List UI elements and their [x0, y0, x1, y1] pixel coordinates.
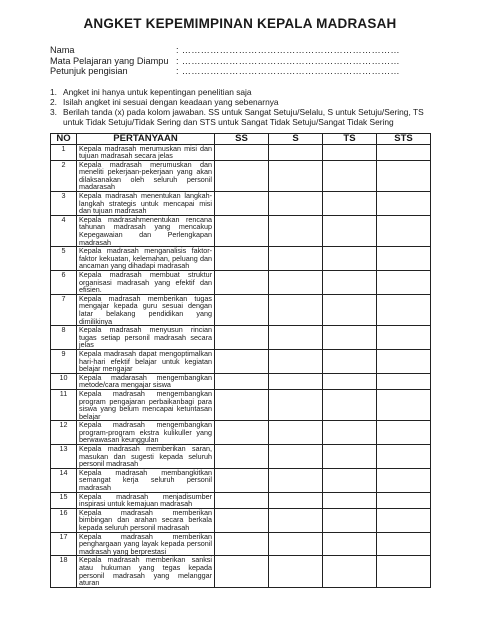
question-number: 4: [51, 215, 77, 246]
answer-cell-ss[interactable]: [215, 215, 269, 246]
question-text: Kepala madrasah mengembangkan program pengajaran perbaikanbagi para siswa yang belum mencapai ketuntasan belajar: [77, 389, 215, 420]
meta-fill-line: : ……………………………………………………………: [176, 55, 400, 66]
question-text: Kepala madrasah merumuskan misi dan tujuan madrasah secara jelas: [77, 144, 215, 160]
instruction-number: 3.: [50, 106, 57, 117]
answer-cell-ts[interactable]: [323, 349, 377, 373]
instruction-item: [50, 107, 430, 127]
answer-cell-sts[interactable]: [377, 160, 431, 191]
table-row: [51, 556, 431, 587]
answer-cell-ts[interactable]: [323, 247, 377, 271]
answer-cell-s[interactable]: [269, 492, 323, 508]
answer-cell-s[interactable]: [269, 532, 323, 556]
table-row: [51, 445, 431, 469]
answer-cell-sts[interactable]: [377, 468, 431, 492]
question-number: 14: [51, 468, 77, 492]
answer-cell-s[interactable]: [269, 373, 323, 389]
question-text: Kepala madrasah menjadisumber inspirasi untuk kemajuan madrasah: [77, 492, 215, 508]
meta-row-name: [50, 45, 430, 56]
question-number: 18: [51, 556, 77, 587]
answer-cell-ts[interactable]: [323, 389, 377, 420]
table-row: [51, 294, 431, 325]
question-number: 12: [51, 421, 77, 445]
meta-fill-line: : ……………………………………………………………: [176, 66, 400, 76]
answer-cell-sts[interactable]: [377, 445, 431, 469]
question-number: 10: [51, 373, 77, 389]
question-number: 17: [51, 532, 77, 556]
answer-cell-sts[interactable]: [377, 294, 431, 325]
meta-row-instructions: [50, 66, 430, 77]
answer-cell-ts[interactable]: [323, 445, 377, 469]
meta-label: Mata Pelajaran yang Diampu: [50, 55, 169, 66]
table-row: [51, 468, 431, 492]
table-row: [51, 215, 431, 246]
question-text: Kepala madrasah mengembangkan program-program ekstra kulikuller yang berwawasan keunggulan: [77, 421, 215, 445]
header-ss: SS: [215, 133, 269, 144]
answer-cell-sts[interactable]: [377, 532, 431, 556]
answer-cell-ss[interactable]: [215, 468, 269, 492]
instructions-list: [50, 87, 430, 127]
table-row: [51, 247, 431, 271]
question-number: 7: [51, 294, 77, 325]
answer-cell-ss[interactable]: [215, 445, 269, 469]
answer-cell-ss[interactable]: [215, 492, 269, 508]
answer-cell-ts[interactable]: [323, 144, 377, 160]
table-row: [51, 349, 431, 373]
table-row: [51, 326, 431, 350]
table-row: [51, 492, 431, 508]
answer-cell-ss[interactable]: [215, 294, 269, 325]
answer-cell-ts[interactable]: [323, 192, 377, 216]
respondent-info: [50, 45, 430, 77]
question-number: 1: [51, 144, 77, 160]
answer-cell-ts[interactable]: [323, 492, 377, 508]
instruction-item: [50, 87, 430, 97]
question-text: Kepala madrasah menyusun rincian tugas setiap personil madrasah secara jelas: [77, 326, 215, 350]
table-row: [51, 532, 431, 556]
question-text: Kepala madarasah mengembangkan metode/cara mengajar siswa: [77, 373, 215, 389]
table-row: [51, 144, 431, 160]
question-text: Kepala madrasah memberikan sanksi atau hukuman yang tegas kepada personil madrasah yang melanggar aturan: [77, 556, 215, 587]
answer-cell-ss[interactable]: [215, 326, 269, 350]
instruction-text: Isilah angket ini sesuai dengan keadaan yang sebenarnya: [63, 96, 279, 107]
answer-cell-s[interactable]: [269, 160, 323, 191]
answer-cell-ts[interactable]: [323, 508, 377, 532]
question-number: 13: [51, 445, 77, 469]
answer-cell-ts[interactable]: [323, 294, 377, 325]
table-row: [51, 508, 431, 532]
question-text: Kepala madrasahmenentukan rencana tahunan madrasah yang mencakup Kepegawaian dan Perlengkapan madrasah: [77, 215, 215, 246]
answer-cell-ss[interactable]: [215, 192, 269, 216]
answer-cell-s[interactable]: [269, 326, 323, 350]
instruction-item: [50, 97, 430, 107]
question-text: Kepala madrasah menentukan langkah-langkah strategis untuk mencapai misi dan tujuan madrasah: [77, 192, 215, 216]
answer-cell-sts[interactable]: [377, 373, 431, 389]
header-sts: STS: [377, 133, 431, 144]
answer-cell-s[interactable]: [269, 508, 323, 532]
header-ts: TS: [323, 133, 377, 144]
question-text: Kepala madrasah dapat mengoptimalkan hari-hari efektif belajar untuk kegiatan belajar mengajar: [77, 349, 215, 373]
instruction-text: Angket ini hanya untuk kepentingan penelitian saja: [63, 86, 252, 97]
answer-cell-ss[interactable]: [215, 373, 269, 389]
table-row: [51, 421, 431, 445]
answer-cell-s[interactable]: [269, 389, 323, 420]
answer-cell-sts[interactable]: [377, 326, 431, 350]
answer-cell-s[interactable]: [269, 144, 323, 160]
answer-cell-ss[interactable]: [215, 389, 269, 420]
answer-cell-ss[interactable]: [215, 508, 269, 532]
table-row: [51, 389, 431, 420]
answer-cell-sts[interactable]: [377, 349, 431, 373]
answer-cell-ts[interactable]: [323, 160, 377, 191]
document-title: ANGKET KEPEMIMPINAN KEPALA MADRASAH: [83, 16, 397, 31]
question-number: 9: [51, 349, 77, 373]
question-number: 3: [51, 192, 77, 216]
table-row: [51, 373, 431, 389]
question-text: Kepala madrasah membangkitkan semangat kerja seluruh personil madrasah: [77, 468, 215, 492]
answer-cell-s[interactable]: [269, 192, 323, 216]
header-no: NO: [51, 133, 77, 144]
answer-cell-ss[interactable]: [215, 421, 269, 445]
questionnaire-table: [50, 133, 431, 588]
answer-cell-sts[interactable]: [377, 215, 431, 246]
meta-row-subject: [50, 56, 430, 67]
answer-cell-ts[interactable]: [323, 215, 377, 246]
table-row: [51, 160, 431, 191]
answer-cell-ts[interactable]: [323, 271, 377, 295]
answer-cell-ts[interactable]: [323, 468, 377, 492]
question-number: 6: [51, 271, 77, 295]
instruction-number: 1.: [50, 86, 57, 97]
answer-cell-s[interactable]: [269, 349, 323, 373]
answer-cell-sts[interactable]: [377, 192, 431, 216]
question-text: Kepala madrasah memberikan tugas mengajar kepada guru sesuai dengan latar belakang pendidikan yang dimilikinya: [77, 294, 215, 325]
questionnaire-body: [51, 144, 431, 587]
instruction-text: Berilah tanda (x) pada kolom jawaban. SS untuk Sangat Setuju/Selalu, S untuk Setuju/Sering, TS untuk Tidak Setuju/Tidak Sering dan STS untuk Sangat Tidak Setuju/Sangat Tidak Sering: [63, 106, 424, 127]
header-question: PERTANYAAN: [77, 133, 215, 144]
answer-cell-ss[interactable]: [215, 160, 269, 191]
answer-cell-s[interactable]: [269, 445, 323, 469]
answer-cell-ss[interactable]: [215, 247, 269, 271]
answer-cell-ts[interactable]: [323, 373, 377, 389]
answer-cell-sts[interactable]: [377, 421, 431, 445]
answer-cell-s[interactable]: [269, 215, 323, 246]
answer-cell-sts[interactable]: [377, 144, 431, 160]
answer-cell-sts[interactable]: [377, 556, 431, 587]
answer-cell-sts[interactable]: [377, 247, 431, 271]
question-number: 8: [51, 326, 77, 350]
answer-cell-ss[interactable]: [215, 532, 269, 556]
answer-cell-sts[interactable]: [377, 492, 431, 508]
question-number: 16: [51, 508, 77, 532]
answer-cell-ss[interactable]: [215, 144, 269, 160]
answer-cell-sts[interactable]: [377, 508, 431, 532]
table-header-row: [51, 133, 431, 144]
answer-cell-ts[interactable]: [323, 532, 377, 556]
answer-cell-ss[interactable]: [215, 271, 269, 295]
question-number: 2: [51, 160, 77, 191]
answer-cell-sts[interactable]: [377, 389, 431, 420]
question-text: Kepala madrasah merumuskan dan meneliti pekerjaan-pekerjaan yang akan dilaksanakan oleh seluruh personil madarasah: [77, 160, 215, 191]
answer-cell-ss[interactable]: [215, 556, 269, 587]
question-text: Kepala madrasah menganalisis faktor-faktor kekuatan, kelemahan, peluang dan ancaman yang dihadapi madrasah: [77, 247, 215, 271]
question-text: Kepala madrasah memberikan saran, masukan dan sugesti kepada seluruh personil madrasah: [77, 445, 215, 469]
table-row: [51, 192, 431, 216]
answer-cell-ts[interactable]: [323, 556, 377, 587]
question-text: Kepala madrasah membuat struktur organisasi madrasah yang efektif dan efisien.: [77, 271, 215, 295]
meta-label: Nama: [50, 45, 75, 55]
question-text: Kepala madrasah memberikan penghargaan yang layak kepada personil madrasah yang berprestasi: [77, 532, 215, 556]
header-s: S: [269, 133, 323, 144]
meta-label: Petunjuk pengisian: [50, 66, 128, 76]
question-text: Kepala madrasah memberikan bimbingan dan arahan secara berkala kepada seluruh personil madrasah: [77, 508, 215, 532]
answer-cell-ts[interactable]: [323, 421, 377, 445]
answer-cell-s[interactable]: [269, 271, 323, 295]
question-number: 15: [51, 492, 77, 508]
meta-fill-line: : ……………………………………………………………: [176, 45, 400, 55]
answer-cell-ss[interactable]: [215, 349, 269, 373]
answer-cell-s[interactable]: [269, 421, 323, 445]
answer-cell-s[interactable]: [269, 294, 323, 325]
answer-cell-s[interactable]: [269, 556, 323, 587]
answer-cell-ts[interactable]: [323, 326, 377, 350]
instruction-number: 2.: [50, 96, 57, 107]
question-number: 11: [51, 389, 77, 420]
answer-cell-sts[interactable]: [377, 271, 431, 295]
question-number: 5: [51, 247, 77, 271]
answer-cell-s[interactable]: [269, 247, 323, 271]
answer-cell-s[interactable]: [269, 468, 323, 492]
table-row: [51, 271, 431, 295]
